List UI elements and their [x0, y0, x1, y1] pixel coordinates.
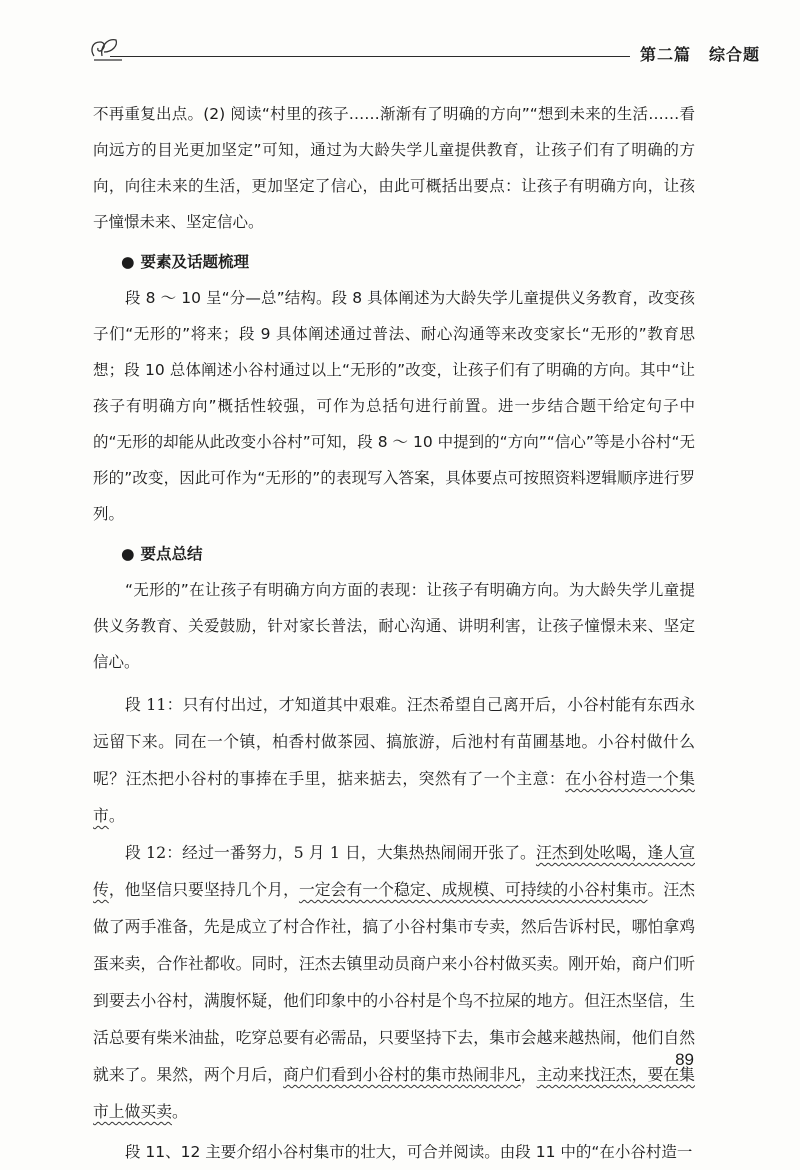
bullet-icon: ● [121, 545, 135, 563]
section-label: 第二篇 [640, 45, 692, 64]
underlined-phrase: 在小谷村造一个集市 [93, 769, 695, 825]
paragraph-structure: 段 8 ～ 10 呈“分—总”结构。段 8 具体阐述为大龄失学儿童提供义务教育，改变孩子们“无形的”将来；段 9 具体阐述通过普法、耐心沟通等来改变家长“无形的”教育思想；段 10 总体阐述小谷村通过以上“无形的”改变，让孩子们有了明确的方向。其中“让孩子有明确方向”概括性较强，可作为总括句进行前置。进一步结合题干给定句子中的“无形的却能从此改变小谷村”可知，段 8 ～ 10 中提到的“方向”“信心”等是小谷村“无形的”改变，因此可作为“无形的”的表现写入答案，具体要点可按照资料逻辑顺序进行罗列。 [93, 289, 695, 523]
paragraph-analysis-11-12: 段 11、12 主要介绍小谷村集市的壮大，可合并阅读。由段 11 中的“在小谷村造一 [125, 1143, 693, 1161]
page-header [88, 28, 761, 68]
underlined-phrase: 汪杰到处吆喝，逢人宣传 [93, 843, 695, 899]
header-rule [110, 56, 630, 57]
paragraph-summary: “无形的”在让孩子有明确方向方面的表现：让孩子有明确方向。为大龄失学儿童提供义务教育、关爱鼓励，针对家长普法，耐心沟通、讲明利害，让孩子憧憬未来、坚定信心。 [93, 581, 695, 671]
text-span: ， [520, 1065, 537, 1084]
text-span: 。汪杰做了两手准备，先是成立了村合作社，搞了小谷村集市专卖，然后告诉村民，哪怕拿鸡蛋来卖，合作社都收。同时，汪杰去镇里动员商户来小谷村做买卖。刚开始，商户们听到要去小谷村，满腹怀疑，他们印象中的小谷村是个鸟不拉屎的地方。但汪杰坚信，生活总要有柴米油盐，吃穿总要有必需品，只要坚持下去，集市会越来越热闹，他们自然就来了。果然，两个月后， [93, 880, 695, 1084]
page-body [93, 96, 695, 1170]
page-number: 89 [675, 1050, 694, 1069]
underlined-phrase: 一定会有一个稳定、成规模、可持续的小谷村集市 [298, 880, 648, 899]
bullet-icon: ● [121, 253, 135, 271]
text-span: 段 12：经过一番努力，5 月 1 日，大集热热闹闹开张了。 [125, 843, 536, 862]
heading-text: 要素及话题梳理 [140, 253, 250, 271]
source-paragraph-12 [93, 834, 695, 1130]
leaf-ornament-icon [88, 32, 128, 66]
heading-text: 要点总结 [140, 545, 203, 563]
text-span: 。 [172, 1102, 188, 1121]
text-span: 。 [108, 806, 125, 825]
heading-key-points [93, 536, 695, 572]
chapter-title: 综合题 [709, 45, 761, 64]
text-span: ，他坚信只要坚持几个月， [108, 880, 299, 899]
underlined-phrase: 商户们看到小谷村的集市热闹非凡 [283, 1065, 521, 1084]
header-title [640, 42, 760, 65]
heading-elements-topics [93, 244, 695, 280]
paragraph-analysis-continued: 不再重复出点。(2) 阅读“村里的孩子……渐渐有了明确的方向”“想到未来的生活……看向远方的目光更加坚定”可知，通过为大龄失学儿童提供教育，让孩子们有了明确的方向，向往未来的生活，更加坚定了信心，由此可概括出要点：让孩子有明确方向，让孩子憧憬未来、坚定信心。 [93, 105, 695, 231]
text-span: 段 11：只有付出过，才知道其中艰难。汪杰希望自己离开后，小谷村能有东西永远留下来。同在一个镇，柏香村做茶园、搞旅游，后池村有苗圃基地。小谷村做什么呢？汪杰把小谷村的事捧在手里，掂来掂去，突然有了一个主意： [93, 695, 695, 788]
source-paragraph-11 [93, 686, 695, 834]
underlined-phrase: 主动来找汪杰，要在集市上做买卖 [93, 1065, 695, 1121]
